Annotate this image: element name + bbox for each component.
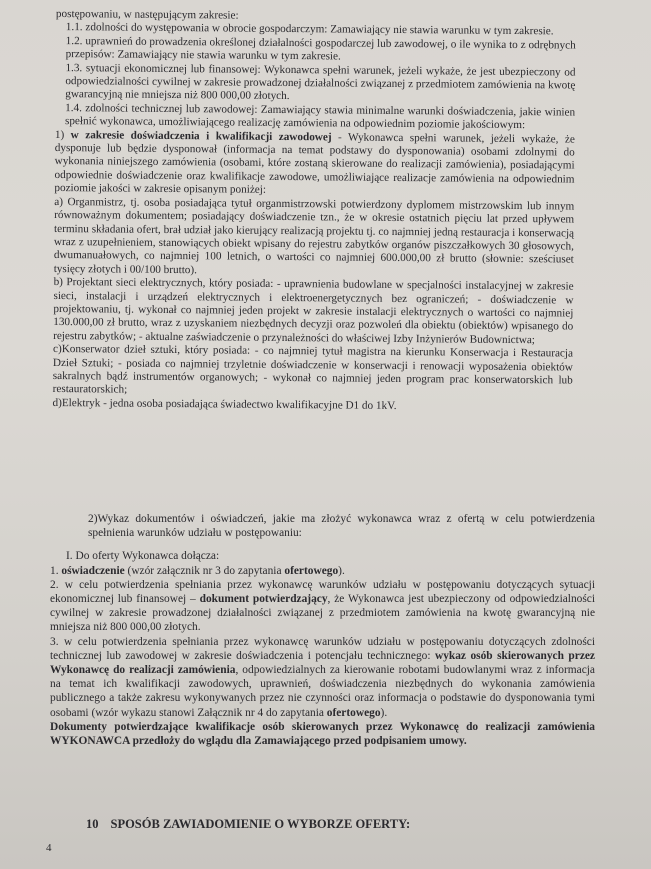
paragraph-personnel [50, 635, 595, 720]
personnel-bold-2: ofertowego [326, 706, 381, 719]
statement-end: ). [338, 564, 345, 577]
documents-section [50, 512, 595, 748]
paragraph-a-organmistrz: a) Organmistrz, tj. osoba posiadająca tytuł organmistrzowski potwierdzony dyplomem mistrzowskim lub innym równoważnym dokumentem; posiadający doświadczenie tzn., że w okresie ostatnich pięciu lat przed upływem terminu składania ofert, brał udział jako kierujący realizacją projektu tj. co najmniej jedną restauracja i konserwacją wraz z uzupełnieniem, stanowiących obiekt wpisany do rejestru zabytków organów piszczałkowych 30 głosowych, dwumanuałowych, co najmniej 100 letnich, o wartości co najmniej 600.000,00 zł brutto (słownie: sześciuset tysięcy złotych i 00/100 brutto). [53, 195, 575, 276]
insurance-lead: 2. w celu potwierdzenia spełniania przez wykonawcę warunków udziału w postępowaniu dotyczących sytuacji ekonomicznej lub finansowej – [50, 578, 595, 606]
paragraph-offer-attachments: I. Do oferty Wykonawca dołącza: [66, 550, 220, 563]
personnel-lead: 3. w celu potwierdzenia spełniania przez wykonawcę warunków udziału w postępowaniu dotyczących zdolności technicznej lub zawodowej w zakresie doświadczenia i potencjału technicznego: [50, 635, 595, 662]
paragraph-1-2: 1.2. uprawnień do prowadzenia określonej działalności gospodarczej lub zawodowej, o ile wynika to z odrębnych przepisów: Zamawiający nie stawia warunku w tym zakresie. [65, 34, 576, 63]
paragraph-intro: postępowaniu, w następującym zakresie: [55, 8, 239, 22]
paragraph-c-konserwator: c)Konserwator dzieł sztuki, który posiada: - co najmniej tytuł magistra na kierunku Konserwacja i Restauracja Dzieł Sztuki; - posiada co najmniej trzyletnie doświadczenie w konserwacji i renowacji wyposażenia obiektów sakralnych bądź instrumentów organowych; - wykonał co najmniej jeden program prac konserwatorskich lub restauratorskich; [52, 343, 574, 397]
paragraph-1-3: 1.3. sytuacji ekonomicznej lub finansowej: Wykonawca spełni warunek, jeżeli wykaże, że jest ubezpieczony od odpowiedzialności cywilnej w zakresie prowadzonej działalności związanej z przedmiotem zamówienia na kwotę gwarancyjną nie mniejsza niż 800 000,00 złotych. [65, 61, 576, 103]
section-title: SPOSÓB ZAWIADOMIENIE O WYBORZE OFERTY: [110, 817, 411, 831]
experience-rest: - Wykonawca spełni warunek, jeżeli wykaże, że dysponuje lub będzie dysponował (informacja na temat podstawy do dysponowania) osobami zdolnymi do wykonania niniejszego zamówienia (osobami, które zostaną skierowane do realizacji zamówienia), posiadającymi odpowiednie doświadczenie oraz kwalifikacje zawodowe, umożliwiające realizacje zamówienia na odpowiednim poziomie jakości w zakresie opisanym poniżej: [54, 131, 575, 197]
paragraph-experience [54, 129, 575, 201]
paragraph-1-4: 1.4. zdolności technicznej lub zawodowej: Zamawiający stawia minimalne warunki doświadczenia, jakie winien spełnić wykonawca, umożliwiającego realizację zamówienia na odpowiednim poziomie jakościowym: [64, 101, 576, 132]
statement-mid: (wzór załącznik nr 3 do zapytania [124, 564, 285, 577]
statement-bold-2: ofertowego [284, 564, 339, 577]
statement-bold: oświadczenie [61, 564, 125, 577]
paragraph-final-note: Dokumenty potwierdzające kwalifikacje osób skierowanych przez Wykonawcę do realizacji zamówienia WYKONAWCA przedłoży do wglądu dla Zamawiającego przed podpisaniem umowy. [50, 720, 595, 748]
section-heading-10 [86, 817, 422, 832]
section-number: 10 [86, 817, 99, 831]
statement-lead: 1. [50, 564, 62, 577]
paragraph-documents-list: 2)Wykaz dokumentów i oświadczeń, jakie ma złożyć wykonawca wraz z ofertą w celu potwierdzenia spełnienia warunków udziału w postępowaniu: [88, 513, 595, 540]
paragraph-1-1: 1.1. zdolności do występowania w obrocie gospodarczym: Zamawiający nie stawia warunku w tym zakresie. [65, 21, 554, 38]
personnel-rest: , odpowiedzialnych za kierowanie robotami budowlanymi wraz z informacja na temat ich kwalifikacji zawodowych, uprawnień, doświadczenia niezbędnych do wykonania zamówienia publicznego a także zakresu wykonywanych przez nie czynności oraz informacja o podstawie do dysponowania tymi osobami (wzór wykazu stanowi Załącznik nr 4 do zapytania [50, 664, 595, 719]
insurance-bold: dokument potwierdzający [199, 593, 328, 606]
experience-lead: 1) [54, 128, 71, 141]
conditions-section [52, 8, 575, 415]
experience-bold: w zakresie doświadczenia i kwalifikacji zawodowej [70, 128, 332, 144]
paragraph-statement [50, 564, 595, 578]
paragraph-insurance [50, 578, 595, 635]
paragraph-d-elektryk: d)Elektryk - jedna osoba posiadająca świadectwo kwalifikacyjne D1 do 1kV. [52, 396, 397, 412]
personnel-end: ). [380, 706, 388, 719]
page-number: 4 [46, 842, 52, 854]
personnel-bold: wykaz osób skierowanych przez Wykonawcę do realizacji zamówienia [50, 649, 595, 677]
insurance-rest: , że Wykonawca jest ubezpieczony od odpowiedzialności cywilnej w zakresie prowadzonej działalności związanej z przedmiotem zamówienia na kwotę gwarancyjną nie mniejsza niż 800 000,00 złotych. [50, 593, 596, 634]
paragraph-b-projektant: b) Projektant sieci elektrycznych, który posiada: - uprawnienia budowlane w specjalności instalacyjnej w zakresie sieci, instalacji i urządzeń elektrycznych i elektroenergetycznych bez ograniczeń; - doświadczenie w projektowaniu, tj. wykonał co najmniej jeden projekt w zakresie instalacji elektrycznych o wartości co najmniej 130.000,00 zł brutto, wraz z uzyskaniem niezbędnych decyzji oraz pozwoleń dla obiektu (obiektów) wpisanego do rejestru zabytków; - aktualne zaświadczenie o przynależności do właściwej Izby Inżynierów Budownictwa; [53, 276, 574, 346]
